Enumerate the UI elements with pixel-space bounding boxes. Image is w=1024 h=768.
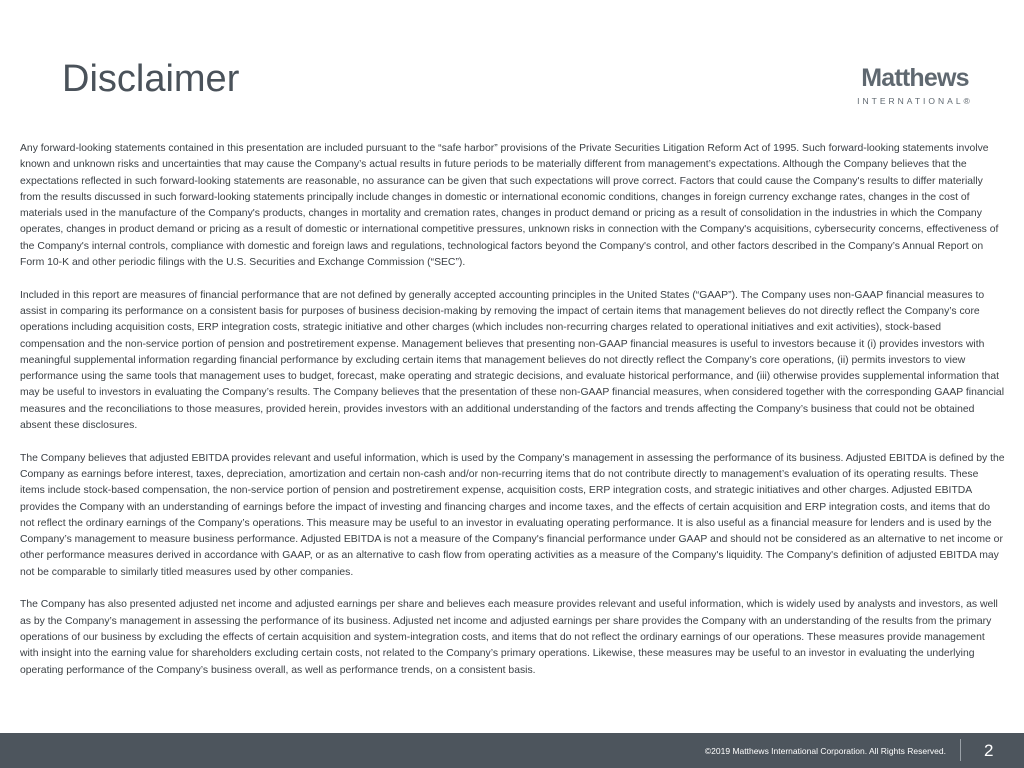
copyright-text: ©2019 Matthews International Corporation. All Rights Reserved.: [704, 746, 946, 756]
logo-wordmark: Matthews: [861, 64, 969, 92]
paragraph-adjusted-ebitda: The Company believes that adjusted EBITDA provides relevant and useful information, which is used by the Company’s management in assessing the performance of its business. Adjusted EBITDA is defined by the Company as earnings before interest, taxes, depreciation, amortization and certain non-cash and/or non-recurring items that do not contribute directly to management’s evaluation of its operating results. These items include stock-based compensation, the non-service portion of pension and postretirement expense, acquisition costs, ERP integration costs, and strategic initiatives and other charges. Adjusted EBITDA provides the Company with an understanding of earnings before the impact of investing and financing charges and income taxes, and the effects of certain acquisition and ERP integration costs, and items that do not reflect the ordinary earnings of the Company’s operations. This measure may be useful to an investor in evaluating operating performance. It is also useful as a financial measure for lenders and is used by the Company’s management to measure business performance. Adjusted EBITDA is not a measure of the Company's financial performance under GAAP and should not be considered as an alternative to net income or other performance measures derived in accordance with GAAP, or as an alternative to cash flow from operating activities as a measure of the Company's liquidity. The Company's definition of adjusted EBITDA may not be comparable to similarly titled measures used by other companies.: [20, 452, 1005, 578]
disclaimer-body: [20, 141, 1006, 695]
slide-title: Disclaimer: [62, 58, 240, 100]
company-logo: [850, 64, 980, 106]
page-number: 2: [984, 741, 994, 760]
paragraph-adjusted-net-income: The Company has also presented adjusted net income and adjusted earnings per share and believes each measure provides relevant and useful information, which is widely used by analysts and investors, as well as by the Company’s management in assessing the performance of its business. Adjusted net income and adjusted earnings per share provides the Company with an understanding of the results from the primary operations of our business by excluding the effects of certain acquisition and system-integration costs, and items that do not reflect the ordinary earnings of our operations. These measures provide management with insight into the earning value for shareholders excluding certain costs, not related to the Company’s primary operations. Likewise, these measures may be useful to an investor in evaluating the underlying operating performance of the Company’s business overall, as well as performance trends, on a consistent basis.: [20, 599, 998, 676]
footer-divider: [960, 739, 961, 761]
paragraph-forward-looking: Any forward-looking statements contained in this presentation are included pursuant to the “safe harbor” provisions of the Private Securities Litigation Reform Act of 1995. Such forward-looking statements involve known and unknown risks and uncertainties that may cause the Company’s actual results in future periods to be materially different from management’s expectations. Although the Company believes that the expectations reflected in such forward-looking statements are reasonable, no assurance can be given that such expectations will prove correct. Factors that could cause the Company's results to differ materially from the results discussed in such forward-looking statements principally include changes in domestic or international economic conditions, changes in foreign currency exchange rates, changes in the cost of materials used in the manufacture of the Company's products, changes in mortality and cremation rates, changes in product demand or pricing as a result of consolidation in the industries in which the Company operates, changes in product demand or pricing as a result of domestic or international competitive pressures, unknown risks in connection with the Company's acquisitions, cybersecurity concerns, effectiveness of the Company's internal controls, compliance with domestic and foreign laws and regulations, technological factors beyond the Company's control, and other factors described in the Company’s Annual Report on Form 10-K and other periodic filings with the U.S. Securities and Exchange Commission (“SEC”).: [20, 143, 999, 269]
logo-subtitle: INTERNATIONAL®: [857, 96, 973, 106]
footer-bar: [0, 733, 1024, 768]
paragraph-non-gaap: Included in this report are measures of financial performance that are not defined by generally accepted accounting principles in the United States (“GAAP”). The Company uses non-GAAP financial measures to assist in comparing its performance on a consistent basis for purposes of business decision-making by removing the impact of certain items that management believes do not directly reflect the Company’s core operations including acquisition costs, ERP integration costs, strategic initiative and other charges (which includes non-recurring charges related to operational initiatives and exit activities), stock-based compensation and the non-service portion of pension and postretirement expense. Management believes that presenting non-GAAP financial measures is useful to investors because it (i) provides investors with meaningful supplemental information regarding financial performance by excluding certain items that management believes do not directly reflect the Company’s core operations, (ii) permits investors to view performance using the same tools that management uses to budget, forecast, make operating and strategic decisions, and evaluate historical performance, and (iii) otherwise provides supplemental information that may be useful to investors in evaluating the Company’s results. The Company believes that the presentation of these non-GAAP financial measures, when considered together with the corresponding GAAP financial measures and the reconciliations to those measures, provided herein, provides investors with an additional understanding of the factors and trends affecting the Company’s business that could not be obtained absent these disclosures.: [20, 289, 1005, 432]
